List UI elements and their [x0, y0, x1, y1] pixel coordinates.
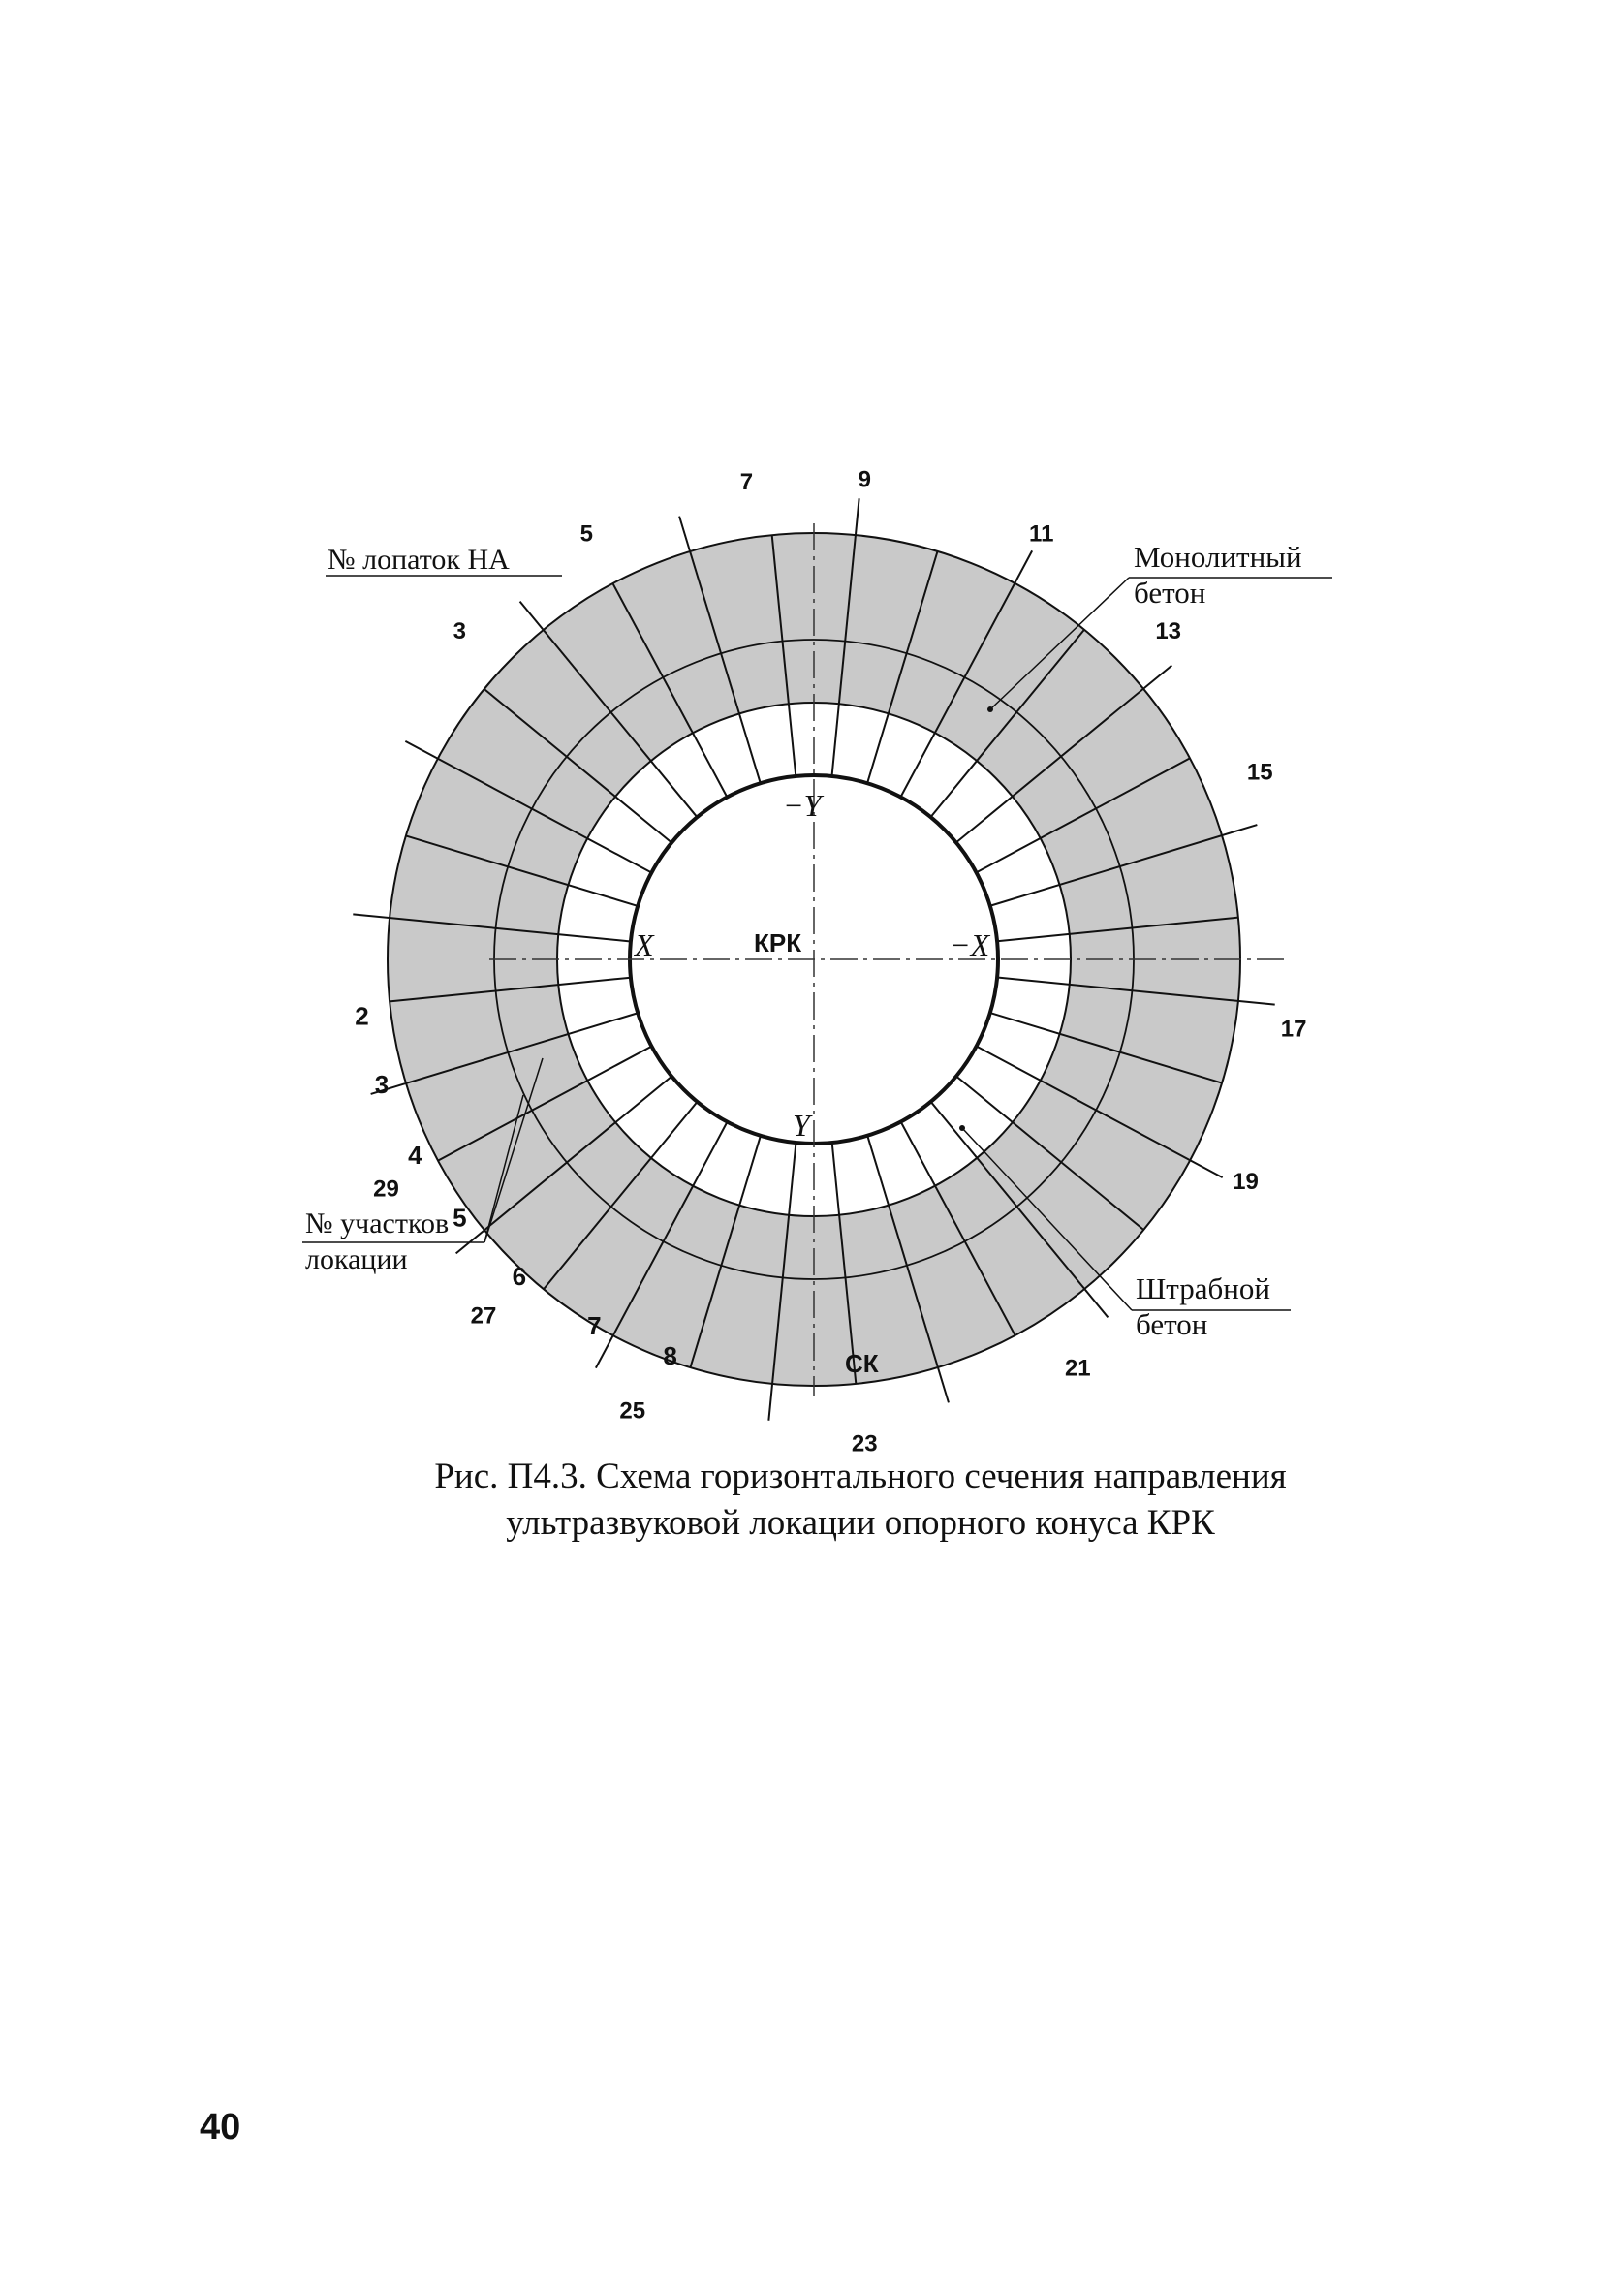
- zones-header-line2: локации: [305, 1243, 408, 1275]
- blade-number-label: 3: [453, 618, 467, 645]
- blade-number-label: 29: [373, 1176, 399, 1203]
- location-zone-label: 8: [663, 1340, 677, 1370]
- location-zone-label: 5: [453, 1203, 467, 1233]
- figure-caption: [231, 1454, 1490, 1547]
- blade-header: № лопаток НА: [328, 544, 510, 576]
- blade-number-label: 19: [1233, 1168, 1259, 1195]
- caption-line-1: Рис. П4.3. Схема горизонтального сечения направления: [434, 1457, 1287, 1496]
- blade-number-label: 25: [619, 1397, 646, 1425]
- blade-number-label: 17: [1280, 1016, 1307, 1043]
- zones-header-line1: № участков: [305, 1208, 450, 1239]
- blade-number-label: 23: [851, 1430, 878, 1458]
- axis-neg-y-label: −Y: [783, 788, 822, 823]
- axis-y-label: Y: [793, 1108, 810, 1143]
- location-zone-label: 7: [587, 1311, 602, 1341]
- monolithic-leader-dot: [987, 706, 993, 712]
- location-zone-label: 6: [512, 1262, 527, 1292]
- location-zone-label: 4: [408, 1140, 422, 1170]
- axis-x-label: X: [635, 927, 654, 962]
- bottom-label: СК: [845, 1349, 879, 1378]
- blade-number-label: 9: [858, 466, 871, 493]
- shtrab-label-line2: бетон: [1136, 1307, 1208, 1341]
- blade-number-label: 11: [1029, 520, 1054, 548]
- caption-line-2: ультразвуковой локации опорного конуса КРК: [506, 1503, 1215, 1543]
- page-number: 40: [200, 2107, 241, 2148]
- shtrab-leader-dot: [959, 1125, 965, 1131]
- location-zone-label: 2: [355, 1001, 369, 1031]
- monolithic-label-line2: бетон: [1134, 576, 1206, 610]
- blade-number-label: 7: [739, 468, 754, 495]
- location-zone-label: 3: [374, 1069, 390, 1099]
- shtrab-label-line1: Штрабной: [1136, 1271, 1270, 1305]
- monolithic-label-line1: Монолитный: [1134, 540, 1302, 574]
- blade-number-label: 5: [579, 520, 593, 548]
- blade-number-label: 27: [470, 1302, 497, 1330]
- axis-neg-x-label: −X: [950, 927, 990, 962]
- blade-number-label: 21: [1064, 1355, 1091, 1382]
- center-label: КРК: [754, 928, 802, 957]
- blade-number-label: 15: [1246, 759, 1273, 786]
- blade-number-label: 13: [1155, 618, 1182, 645]
